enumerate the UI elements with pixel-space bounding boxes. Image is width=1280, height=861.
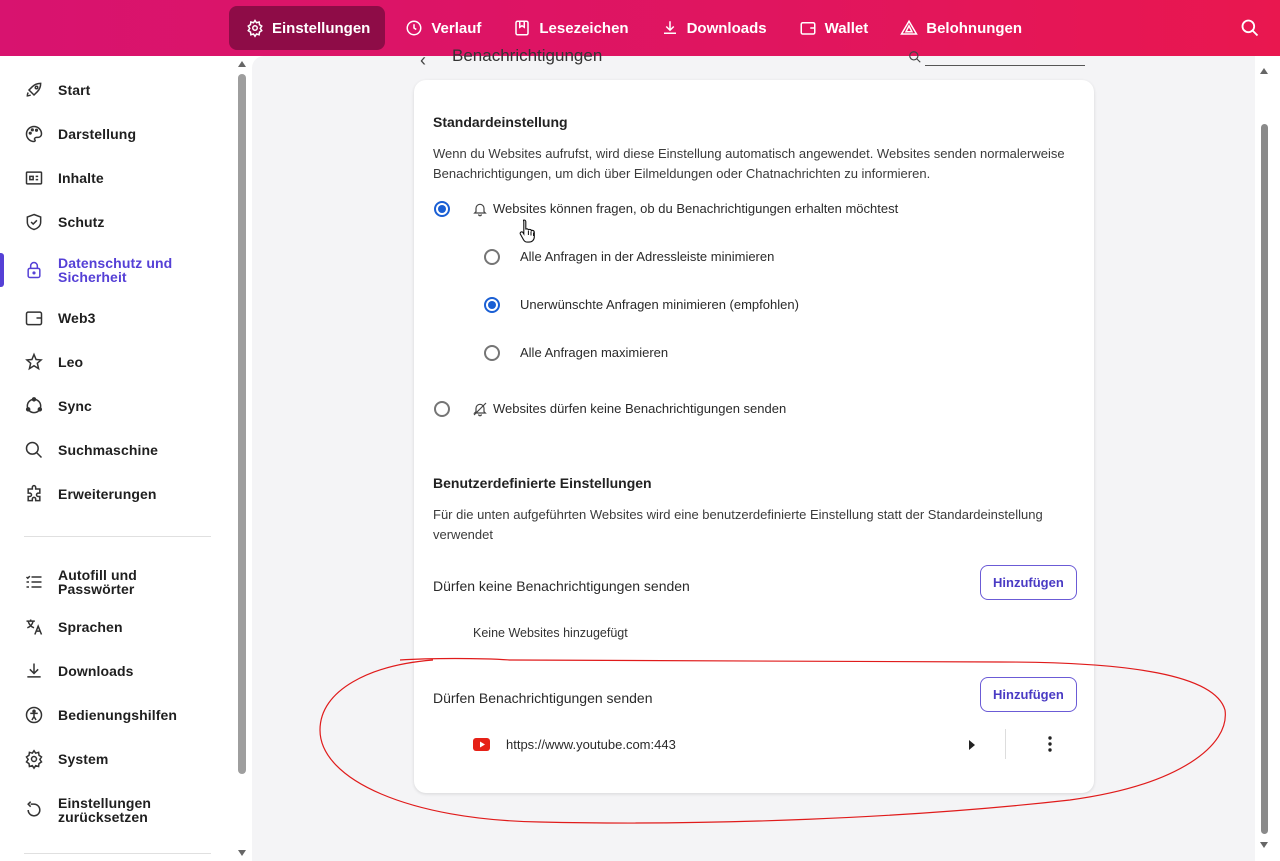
accessibility-icon bbox=[24, 705, 44, 725]
puzzle-icon bbox=[24, 484, 44, 504]
sidebar-item-label: Sprachen bbox=[58, 619, 123, 635]
sidebar-scrollbar[interactable] bbox=[238, 74, 246, 774]
bookmark-icon bbox=[513, 19, 531, 37]
radio-block[interactable] bbox=[434, 401, 450, 417]
tab-rewards-label: Belohnungen bbox=[926, 19, 1023, 37]
search-icon[interactable] bbox=[1240, 18, 1260, 38]
default-setting-description: Wenn du Websites aufrufst, wird diese Einstellung automatisch angewendet. Websites senden normalerweise Benachrichtigungen, um dich über Eilmeldungen oder Chatnachrichten zu informieren. bbox=[433, 146, 1065, 181]
hand-cursor-icon bbox=[518, 218, 536, 244]
wallet-icon bbox=[24, 308, 44, 328]
sidebar-item-autofill[interactable] bbox=[0, 565, 220, 599]
wallet-icon bbox=[799, 19, 817, 37]
sidebar-item-label: Darstellung bbox=[58, 126, 137, 142]
bell-icon bbox=[472, 201, 488, 217]
sidebar-item-label: Web3 bbox=[58, 310, 96, 326]
sidebar-item-label: Suchmaschine bbox=[58, 442, 159, 458]
sidebar-item-accessibility[interactable] bbox=[0, 705, 220, 725]
leo-icon bbox=[24, 352, 44, 372]
sidebar-item-search-engine[interactable] bbox=[0, 440, 220, 460]
shield-icon bbox=[24, 212, 44, 232]
sidebar-item-extensions[interactable] bbox=[0, 484, 220, 504]
allowed-sites-label: Dürfen Benachrichtigungen senden bbox=[433, 690, 653, 706]
allow-ask-label[interactable]: Websites können fragen, ob du Benachrichtigungen erhalten möchtest bbox=[493, 201, 899, 216]
row-separator bbox=[1005, 729, 1006, 759]
sidebar-scroll-down[interactable] bbox=[238, 850, 246, 856]
sidebar-item-label: System bbox=[58, 751, 109, 767]
more-options-icon[interactable] bbox=[1048, 736, 1052, 752]
blocked-sites-label: Dürfen keine Benachrichtigungen senden bbox=[433, 578, 690, 594]
sidebar-item-shields[interactable] bbox=[0, 212, 220, 232]
tab-history-label: Verlauf bbox=[431, 19, 482, 37]
main-scroll-up[interactable] bbox=[1260, 68, 1268, 74]
history-icon bbox=[405, 19, 423, 37]
tab-bookmarks[interactable] bbox=[496, 6, 640, 50]
site-row[interactable] bbox=[433, 725, 1083, 765]
rewards-icon bbox=[900, 19, 918, 37]
tab-wallet[interactable] bbox=[782, 6, 881, 50]
tab-wallet-label: Wallet bbox=[824, 19, 869, 37]
radio-minimize-all[interactable] bbox=[484, 249, 500, 265]
lock-icon bbox=[24, 260, 44, 280]
active-indicator bbox=[0, 253, 4, 287]
sidebar-item-label: Autofill und Passwörter bbox=[58, 567, 137, 597]
sidebar-item-label: Datenschutz und Sicherheit bbox=[58, 255, 173, 285]
youtube-icon bbox=[473, 738, 490, 751]
radio-allow-ask[interactable] bbox=[434, 201, 450, 217]
default-setting-heading: Standardeinstellung bbox=[433, 114, 568, 130]
sidebar-item-content[interactable] bbox=[0, 168, 220, 188]
tab-settings[interactable] bbox=[229, 6, 385, 50]
search-icon[interactable] bbox=[908, 50, 922, 64]
add-allowed-site-button[interactable]: Hinzufügen bbox=[980, 677, 1077, 712]
custom-settings-description: Für die unten aufgeführten Websites wird eine benutzerdefinierte Einstellung statt der Standardeinstellung verwendet bbox=[433, 507, 1043, 542]
reset-icon bbox=[24, 800, 44, 820]
sidebar-item-system[interactable] bbox=[0, 749, 220, 769]
radio-minimize-unwanted[interactable] bbox=[484, 297, 500, 313]
site-url: https://www.youtube.com:443 bbox=[506, 737, 676, 752]
sidebar-item-label: Downloads bbox=[58, 663, 134, 679]
search-icon bbox=[24, 440, 44, 460]
bell-off-icon bbox=[472, 401, 488, 417]
sidebar-item-downloads[interactable] bbox=[0, 661, 220, 681]
sidebar-item-label: Inhalte bbox=[58, 170, 104, 186]
sidebar-item-label: Sync bbox=[58, 398, 92, 414]
list-icon bbox=[24, 572, 44, 592]
palette-icon bbox=[24, 124, 44, 144]
minimize-unwanted-label[interactable]: Unerwünschte Anfragen minimieren (empfohlen) bbox=[520, 297, 799, 312]
settings-sidebar bbox=[0, 56, 236, 861]
back-arrow-icon[interactable]: ‹ bbox=[420, 50, 426, 70]
sidebar-item-label: Leo bbox=[58, 354, 84, 370]
notifications-card bbox=[414, 80, 1094, 793]
gear-icon bbox=[246, 19, 264, 37]
content-icon bbox=[24, 168, 44, 188]
sidebar-scroll-up[interactable] bbox=[238, 61, 246, 67]
main-scroll-down[interactable] bbox=[1260, 842, 1268, 848]
sidebar-item-reset[interactable] bbox=[0, 793, 220, 827]
sidebar-divider bbox=[24, 536, 211, 537]
add-blocked-site-button[interactable]: Hinzufügen bbox=[980, 565, 1077, 600]
sidebar-item-label: Start bbox=[58, 82, 91, 98]
gear-icon bbox=[24, 749, 44, 769]
main-scrollbar[interactable] bbox=[1261, 124, 1268, 834]
search-settings-input[interactable] bbox=[925, 65, 1085, 66]
translate-icon bbox=[24, 617, 44, 637]
maximize-all-label[interactable]: Alle Anfragen maximieren bbox=[520, 345, 669, 360]
sidebar-item-leo[interactable] bbox=[0, 352, 220, 372]
sidebar-item-sync[interactable] bbox=[0, 396, 220, 416]
tab-bookmarks-label: Lesezeichen bbox=[539, 19, 629, 37]
tab-history[interactable] bbox=[388, 6, 493, 50]
tab-downloads-label: Downloads bbox=[686, 19, 767, 37]
sidebar-item-languages[interactable] bbox=[0, 617, 220, 637]
expand-arrow-icon[interactable] bbox=[968, 740, 976, 750]
blocked-empty-text: Keine Websites hinzugefügt bbox=[473, 626, 628, 640]
sidebar-item-appearance[interactable] bbox=[0, 124, 220, 144]
custom-settings-heading: Benutzerdefinierte Einstellungen bbox=[433, 475, 652, 491]
minimize-all-label[interactable]: Alle Anfragen in der Adressleiste minimieren bbox=[520, 249, 775, 264]
download-icon bbox=[24, 661, 44, 681]
sidebar-item-label: Bedienungshilfen bbox=[58, 707, 178, 723]
radio-maximize-all[interactable] bbox=[484, 345, 500, 361]
top-bar bbox=[0, 0, 1280, 56]
sidebar-divider bbox=[24, 853, 211, 854]
download-icon bbox=[661, 19, 679, 37]
sidebar-item-label: Erweiterungen bbox=[58, 486, 157, 502]
sidebar-item-privacy[interactable] bbox=[0, 253, 220, 287]
sync-icon bbox=[24, 396, 44, 416]
tab-rewards[interactable] bbox=[883, 6, 1034, 50]
rocket-icon bbox=[24, 80, 44, 100]
sidebar-item-web3[interactable] bbox=[0, 308, 220, 328]
sidebar-item-label: Schutz bbox=[58, 214, 105, 230]
page-title: Benachrichtigungen bbox=[452, 46, 603, 65]
sidebar-item-label: Einstellungen zurücksetzen bbox=[58, 795, 152, 825]
block-label[interactable]: Websites dürfen keine Benachrichtigungen senden bbox=[493, 401, 787, 416]
page-header bbox=[420, 46, 1100, 70]
sidebar-item-start[interactable] bbox=[0, 80, 220, 100]
top-navigation bbox=[229, 6, 1037, 50]
tab-downloads[interactable] bbox=[644, 6, 779, 50]
tab-settings-label: Einstellungen bbox=[272, 19, 371, 37]
